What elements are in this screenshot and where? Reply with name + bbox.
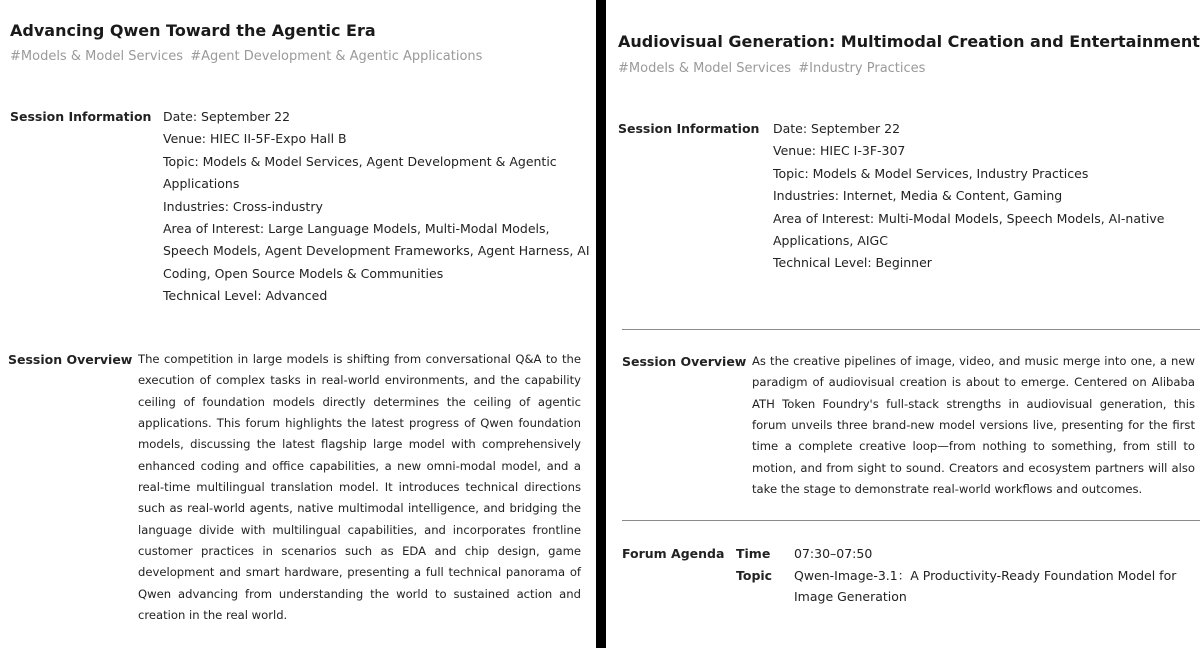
panel-divider [596, 0, 606, 648]
info-technical-level: Technical Level: Advanced [163, 288, 328, 304]
info-industries: Industries: Internet, Media & Content, Gaming [773, 188, 1063, 204]
info-industries: Industries: Cross-industry [163, 198, 323, 214]
right-session-card [606, 0, 1200, 648]
session-info-label: Session Information [618, 121, 760, 136]
forum-agenda-label: Forum Agenda [622, 546, 725, 561]
info-topic: Topic: Models & Model Services, Industry Practices [773, 165, 1089, 181]
agenda-time: 07:30–07:50 [794, 546, 873, 561]
session-overview-text: The competition in large models is shifting from conversational Q&A to the execution of complex tasks in real-world environments, and the capability ceiling of foundation models directly determines the ceiling of agentic applications. This forum highlights the latest progress of Qwen foundation models, discussing the latest flagship large model with comprehensively enhanced coding and office capabilities, a new omni-modal model, and a real-time multilingual translation model. It introduces technical directions such as real-world agents, native multimodal intelligence, and bridging the language divide with multilingual capabilities, and incorporates frontline customer practices in scenarios such as EDA and chip design, game development and smart hardware, presenting a full technical panorama of Qwen advancing from understanding the world to sustained action and creation in the real world. [138, 352, 581, 623]
info-date: Date: September 22 [163, 109, 291, 124]
session-overview-text: As the creative pipelines of image, video, and music merge into one, a new paradigm of audiovisual creation is about to emerge. Centered on Alibaba ATH Token Foundry's full-stack strengths in audiovisual generation, this forum unveils three brand-new model versions live, presenting for the first time a complete creative loop—from nothing to something, from still to motion, and from sight to sound. Creators and ecosystem partners will also take the stage to demonstrate real-world workflows and outcomes. [752, 354, 1195, 497]
agenda-topic: Qwen-Image-3.1：A Productivity-Ready Foundation Model for Image Generation [794, 568, 1177, 604]
session-tags [618, 61, 925, 76]
info-venue: Venue: HIEC I-3F-307 [773, 143, 906, 159]
left-session-card [0, 0, 596, 648]
agenda-time-label: Time [736, 546, 771, 561]
session-info-list [163, 106, 593, 308]
session-tags [10, 49, 482, 64]
tag[interactable]: #Models & Model Services [10, 49, 184, 64]
info-topic: Topic: Models & Model Services, Agent Development & Agentic Applications [163, 153, 557, 192]
info-area-of-interest: Area of Interest: Large Language Models, Multi-Modal Models, Speech Models, Agent Development Frameworks, Agent Harness, AI Coding, Open Source Models & Communities [163, 221, 590, 281]
info-technical-level: Technical Level: Beginner [773, 255, 932, 271]
session-title: Audiovisual Generation: Multimodal Creation and Entertainment [618, 32, 1200, 51]
session-title: Advancing Qwen Toward the Agentic Era [10, 21, 376, 40]
session-info-list [773, 118, 1193, 275]
agenda-topic-label: Topic [736, 568, 773, 583]
session-info-label: Session Information [10, 109, 152, 124]
tag[interactable]: #Industry Practices [798, 61, 926, 76]
info-area-of-interest: Area of Interest: Multi-Modal Models, Speech Models, AI-native Applications, AIGC [773, 210, 1165, 249]
info-date: Date: September 22 [773, 121, 901, 136]
info-venue: Venue: HIEC II-5F-Expo Hall B [163, 131, 347, 147]
tag[interactable]: #Models & Model Services [618, 61, 792, 76]
session-overview-label: Session Overview [8, 352, 133, 367]
section-divider [622, 329, 1200, 330]
tag[interactable]: #Agent Development & Agentic Applications [190, 49, 483, 64]
section-divider [622, 520, 1200, 521]
session-overview-label: Session Overview [622, 354, 747, 369]
